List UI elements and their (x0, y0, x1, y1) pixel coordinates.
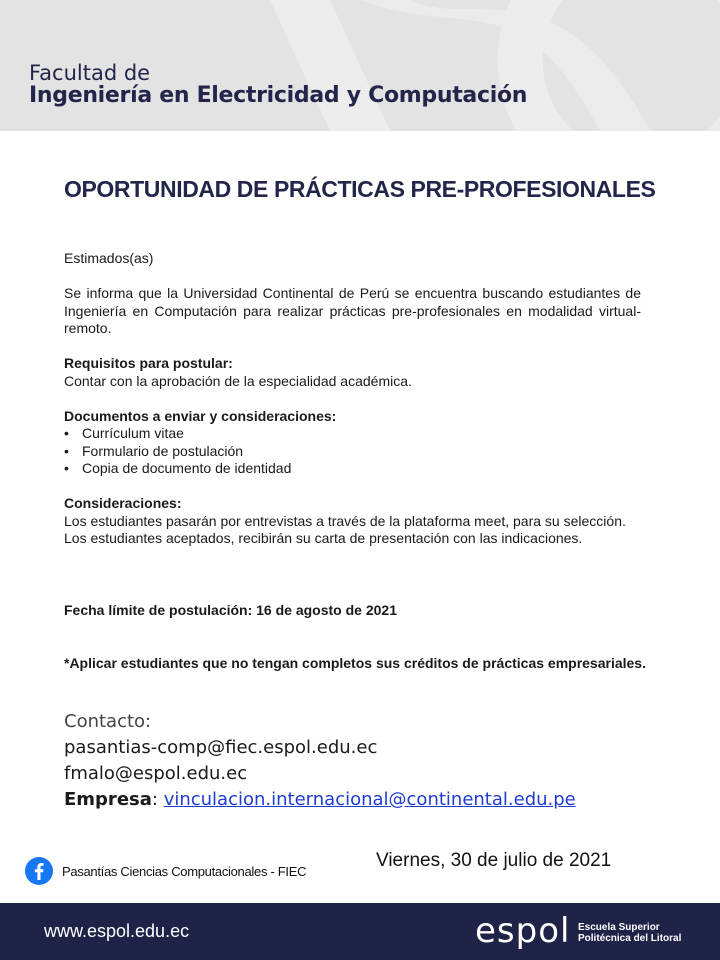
facebook-page-name[interactable]: Pasantías Ciencias Computacionales - FIEC (62, 864, 307, 879)
considerations-heading: Consideraciones: (64, 495, 182, 511)
considerations-text-2: Los estudiantes aceptados, recibirán su carta de presentación con las indicaciones. (64, 530, 583, 546)
announcement-body (64, 250, 641, 548)
documents-heading: Documentos a enviar y consideraciones: (64, 407, 337, 424)
website-link[interactable]: www.espol.edu.ec (44, 921, 190, 941)
publication-date: Viernes, 30 de julio de 2021 (376, 850, 612, 871)
header-band (0, 0, 720, 131)
deadline: Fecha límite de postulación: 16 de agosto de 2021 (64, 602, 397, 618)
company-contact: Empresa: vinculacion.internacional@continental.edu.pe (64, 789, 576, 810)
documents-list (64, 425, 641, 478)
footer-bar (0, 903, 720, 960)
list-item: • Copia de documento de identidad (64, 460, 641, 478)
logo-tagline-1: Escuela Superior (578, 922, 660, 933)
intro-paragraph: Se informa que la Universidad Continental de Perú se encuentra buscando estudiantes de Ingeniería en Computación para realizar prácticas pre-profesionales en modalidad virtual-remoto. (64, 285, 641, 336)
company-email-link[interactable]: vinculacion.internacional@continental.edu.pe (163, 789, 576, 810)
contact-email-1: pasantias-comp@fiec.espol.edu.ec (64, 737, 378, 758)
logo-tagline-2: Politécnica del Litoral (578, 933, 682, 944)
logo-tagline (578, 922, 681, 944)
logo-wordmark: espol (475, 911, 571, 951)
eligibility-note: *Aplicar estudiantes que no tengan completos sus créditos de prácticas empresariales. (64, 655, 646, 671)
requirements-heading: Requisitos para postular: (64, 355, 233, 371)
page-title: OPORTUNIDAD DE PRÁCTICAS PRE-PROFESIONALES (64, 176, 656, 202)
requirements-text: Contar con la aprobación de la especialidad académica. (64, 372, 412, 389)
company-label: Empresa (64, 789, 152, 810)
contact-block (64, 709, 576, 813)
faculty-line-2: Ingeniería en Electricidad y Computación (29, 83, 528, 108)
contact-email-2: fmalo@espol.edu.ec (64, 763, 248, 784)
greeting: Estimados(as) (64, 250, 154, 266)
faculty-line-1: Facultad de (29, 61, 151, 85)
considerations-text-1: Los estudiantes pasarán por entrevistas a través de la plataforma meet, para su selección. (64, 512, 626, 529)
faculty-name (29, 62, 527, 108)
contact-label: Contacto: (64, 711, 152, 732)
list-item: • Formulario de postulación (64, 443, 641, 461)
facebook-icon[interactable] (25, 857, 53, 885)
list-item: • Currículum vitae (64, 425, 641, 443)
